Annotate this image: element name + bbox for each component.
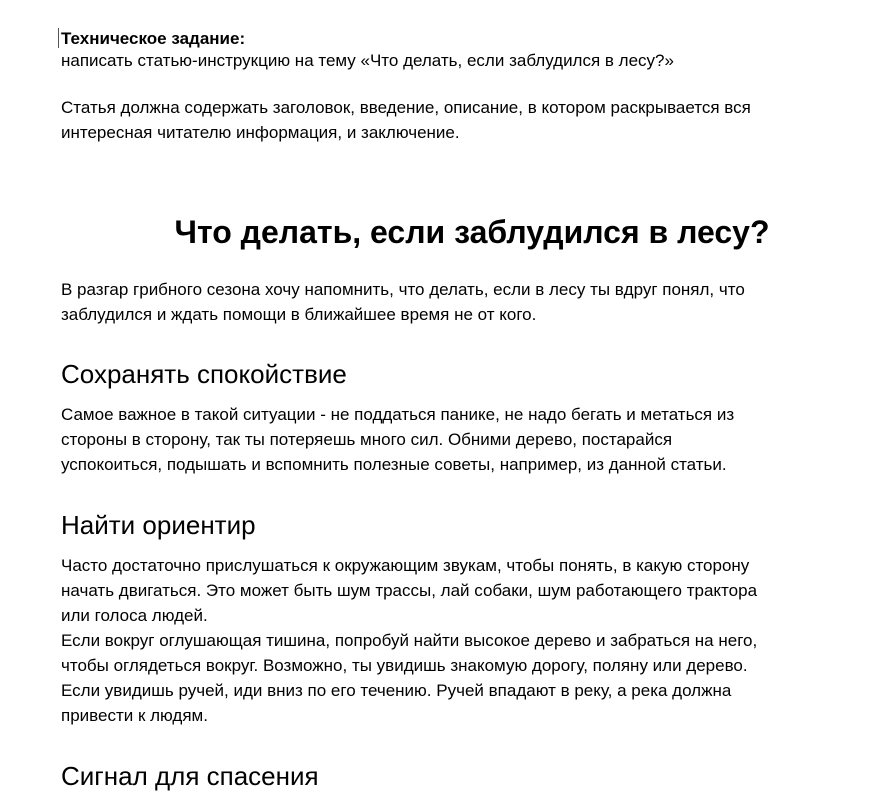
task-line[interactable]: написать статью-инструкцию на тему «Что делать, если заблудился в лесу?»: [61, 51, 674, 70]
article-title[interactable]: Что делать, если заблудился в лесу?: [174, 214, 770, 250]
section-heading-signal[interactable]: Сигнал для спасения: [61, 761, 319, 791]
intro-line[interactable]: заблудился и ждать помощи в ближайшее время не от кого.: [61, 305, 537, 324]
body-line[interactable]: или голоса людей.: [61, 606, 208, 625]
section-body-calm: [61, 402, 841, 477]
task-block: [61, 28, 841, 72]
intro-line[interactable]: В разгар грибного сезона хочу напомнить, что делать, если в лесу ты вдруг понял, что: [61, 280, 745, 299]
section-heading-calm[interactable]: Сохранять спокойствие: [61, 359, 347, 389]
body-line[interactable]: успокоиться, подышать и вспомнить полезные советы, например, из данной статьи.: [61, 455, 727, 474]
body-line[interactable]: начать двигаться. Это может быть шум трассы, лай собаки, шум работающего трактора: [61, 581, 758, 600]
body-line[interactable]: чтобы оглядеться вокруг. Возможно, ты увидишь знакомую дорогу, поляну или дерево.: [61, 656, 748, 675]
task-title[interactable]: Техническое задание:: [61, 29, 246, 48]
body-line[interactable]: Часто достаточно прислушаться к окружающим звукам, чтобы понять, в какую сторону: [61, 556, 750, 575]
body-line[interactable]: Если увидишь ручей, иди вниз по его течению. Ручей впадают в реку, а река должна: [61, 681, 732, 700]
requirements-line[interactable]: интересная читателю информация, и заключение.: [61, 123, 460, 142]
task-requirements: [61, 95, 841, 145]
body-line[interactable]: стороны в сторону, так ты потеряешь много сил. Обними дерево, постарайся: [61, 430, 673, 449]
article-intro: [61, 277, 841, 327]
body-line[interactable]: Самое важное в такой ситуации - не поддаться панике, не надо бегать и метаться из: [61, 405, 735, 424]
section-body-landmark: [61, 553, 841, 728]
section-heading-landmark[interactable]: Найти ориентир: [61, 510, 256, 540]
body-line[interactable]: Если вокруг оглушающая тишина, попробуй найти высокое дерево и забраться на него,: [61, 631, 758, 650]
text-cursor: [58, 28, 59, 48]
requirements-line[interactable]: Статья должна содержать заголовок, введение, описание, в котором раскрывается вся: [61, 98, 751, 117]
body-line[interactable]: привести к людям.: [61, 706, 208, 725]
